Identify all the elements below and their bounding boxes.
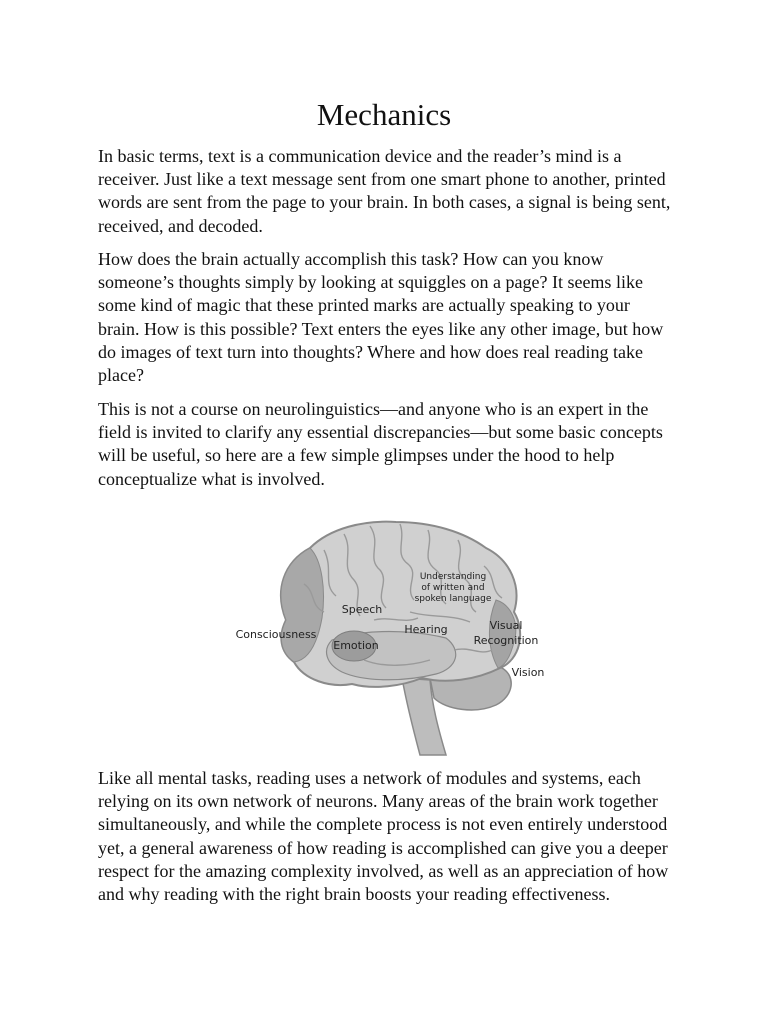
label-vision: Vision [511, 666, 545, 679]
label-understanding-line2: of written and [421, 583, 485, 593]
label-emotion: Emotion [333, 639, 379, 652]
paragraph-3: This is not a course on neurolinguistics—and anyone who is an expert in the field is invited to clarify any essential discrepancies—but some basic concepts will be useful, so here are a few simple glimpses under the hood to help conceptualize what is involved. [98, 399, 663, 489]
paragraph-4: Like all mental tasks, reading uses a network of modules and systems, each relying on its own network of neurons. Many areas of the brain work together simultaneously, and while the complete process is not even entirely understood yet, a general awareness of how reading is accomplished can give you a deeper respect for the amazing complexity involved, as well as an appreciation of how and why reading with the right brain boosts your reading effectiveness. [98, 768, 669, 905]
label-consciousness: Consciousness [235, 628, 317, 641]
label-recognition: Recognition [473, 634, 539, 647]
paragraph-2: How does the brain actually accomplish this task? How can you know someone’s thoughts simply by looking at squiggles on a page? It seems like some kind of magic that these printed marks are actually speaking to your brain. How is this possible? Text enters the eyes like any other image, but how do images of text turn into thoughts? Where and how does real reading take place? [98, 249, 664, 386]
paragraph-1: In basic terms, text is a communication device and the reader’s mind is a receiver. Just like a text message sent from one smart phone to another, printed words are sent from the page to your brain. In both cases, a signal is being sent, received, and decoded. [98, 146, 671, 236]
label-hearing: Hearing [404, 623, 448, 636]
brain-diagram [214, 500, 554, 758]
brain-illustration [214, 500, 554, 758]
label-understanding-line1: Understanding [419, 572, 487, 582]
label-speech: Speech [341, 603, 383, 616]
label-visual: Visual [489, 619, 523, 632]
page-title: Mechanics [316, 97, 452, 132]
label-understanding-line3: spoken language [414, 594, 492, 604]
